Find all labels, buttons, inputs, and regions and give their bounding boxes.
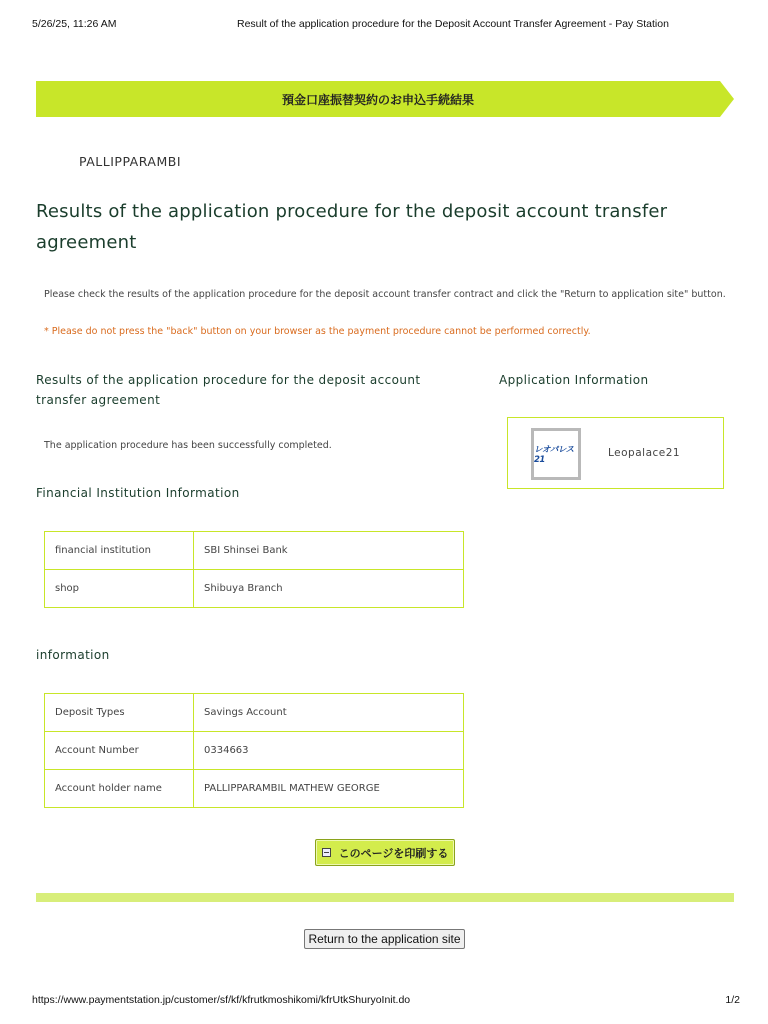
table-row bbox=[45, 570, 464, 608]
table-row bbox=[45, 532, 464, 570]
row-label: Account Number bbox=[45, 732, 194, 770]
print-page-button[interactable] bbox=[315, 839, 455, 866]
row-value: Savings Account bbox=[194, 694, 464, 732]
results-heading: Results of the application procedure for the deposit account transfer agreement bbox=[36, 373, 421, 407]
print-icon bbox=[322, 848, 331, 857]
print-page-title: Result of the application procedure for the Deposit Account Transfer Agreement - Pay Station bbox=[237, 18, 669, 30]
footer-divider bbox=[36, 893, 734, 902]
warning-text: * Please do not press the "back" button on your browser as the payment procedure cannot be performed correctly. bbox=[44, 326, 591, 337]
row-value: Shibuya Branch bbox=[194, 570, 464, 608]
print-header bbox=[32, 18, 736, 34]
print-button-label: このページを印刷する bbox=[338, 846, 449, 860]
table-row bbox=[45, 732, 464, 770]
return-button-label: Return to the application site bbox=[308, 932, 461, 946]
table-row bbox=[45, 694, 464, 732]
company-name: Leopalace21 bbox=[608, 447, 681, 459]
row-label: Deposit Types bbox=[45, 694, 194, 732]
header-banner bbox=[36, 81, 720, 117]
financial-institution-heading: Financial Institution Information bbox=[36, 486, 240, 500]
row-value: PALLIPPARAMBIL MATHEW GEORGE bbox=[194, 770, 464, 808]
page-number: 1/2 bbox=[725, 994, 740, 1006]
row-value: 0334663 bbox=[194, 732, 464, 770]
row-value: SBI Shinsei Bank bbox=[194, 532, 464, 570]
print-datetime: 5/26/25, 11:26 AM bbox=[32, 18, 117, 30]
financial-institution-table bbox=[44, 531, 464, 608]
account-info-heading: information bbox=[36, 648, 110, 662]
table-row bbox=[45, 770, 464, 808]
banner-arrow bbox=[720, 81, 734, 117]
page-title: Results of the application procedure for the deposit account transfer agreement bbox=[36, 201, 668, 253]
logo-text: レオパレス21 bbox=[534, 445, 574, 465]
row-label: Account holder name bbox=[45, 770, 194, 808]
success-message: The application procedure has been successfully completed. bbox=[44, 440, 332, 451]
account-info-table bbox=[44, 693, 464, 808]
return-to-application-site-button[interactable] bbox=[304, 929, 465, 949]
application-info-heading: Application Information bbox=[499, 373, 649, 387]
instruction-text: Please check the results of the application procedure for the deposit account transfer contract and click the "Return to application site" button. bbox=[44, 289, 726, 300]
print-footer bbox=[32, 994, 740, 1008]
banner-text: 預金口座振替契約のお申込手続結果 bbox=[281, 92, 474, 107]
print-url: https://www.paymentstation.jp/customer/sf/kf/kfrutkmoshikomi/kfrUtkShuryoInit.do bbox=[32, 994, 411, 1006]
merchant-name: PALLIPPARAMBI bbox=[79, 154, 182, 169]
leopalace-logo bbox=[531, 428, 581, 480]
row-label: shop bbox=[45, 570, 194, 608]
row-label: financial institution bbox=[45, 532, 194, 570]
application-info-box bbox=[507, 417, 724, 489]
